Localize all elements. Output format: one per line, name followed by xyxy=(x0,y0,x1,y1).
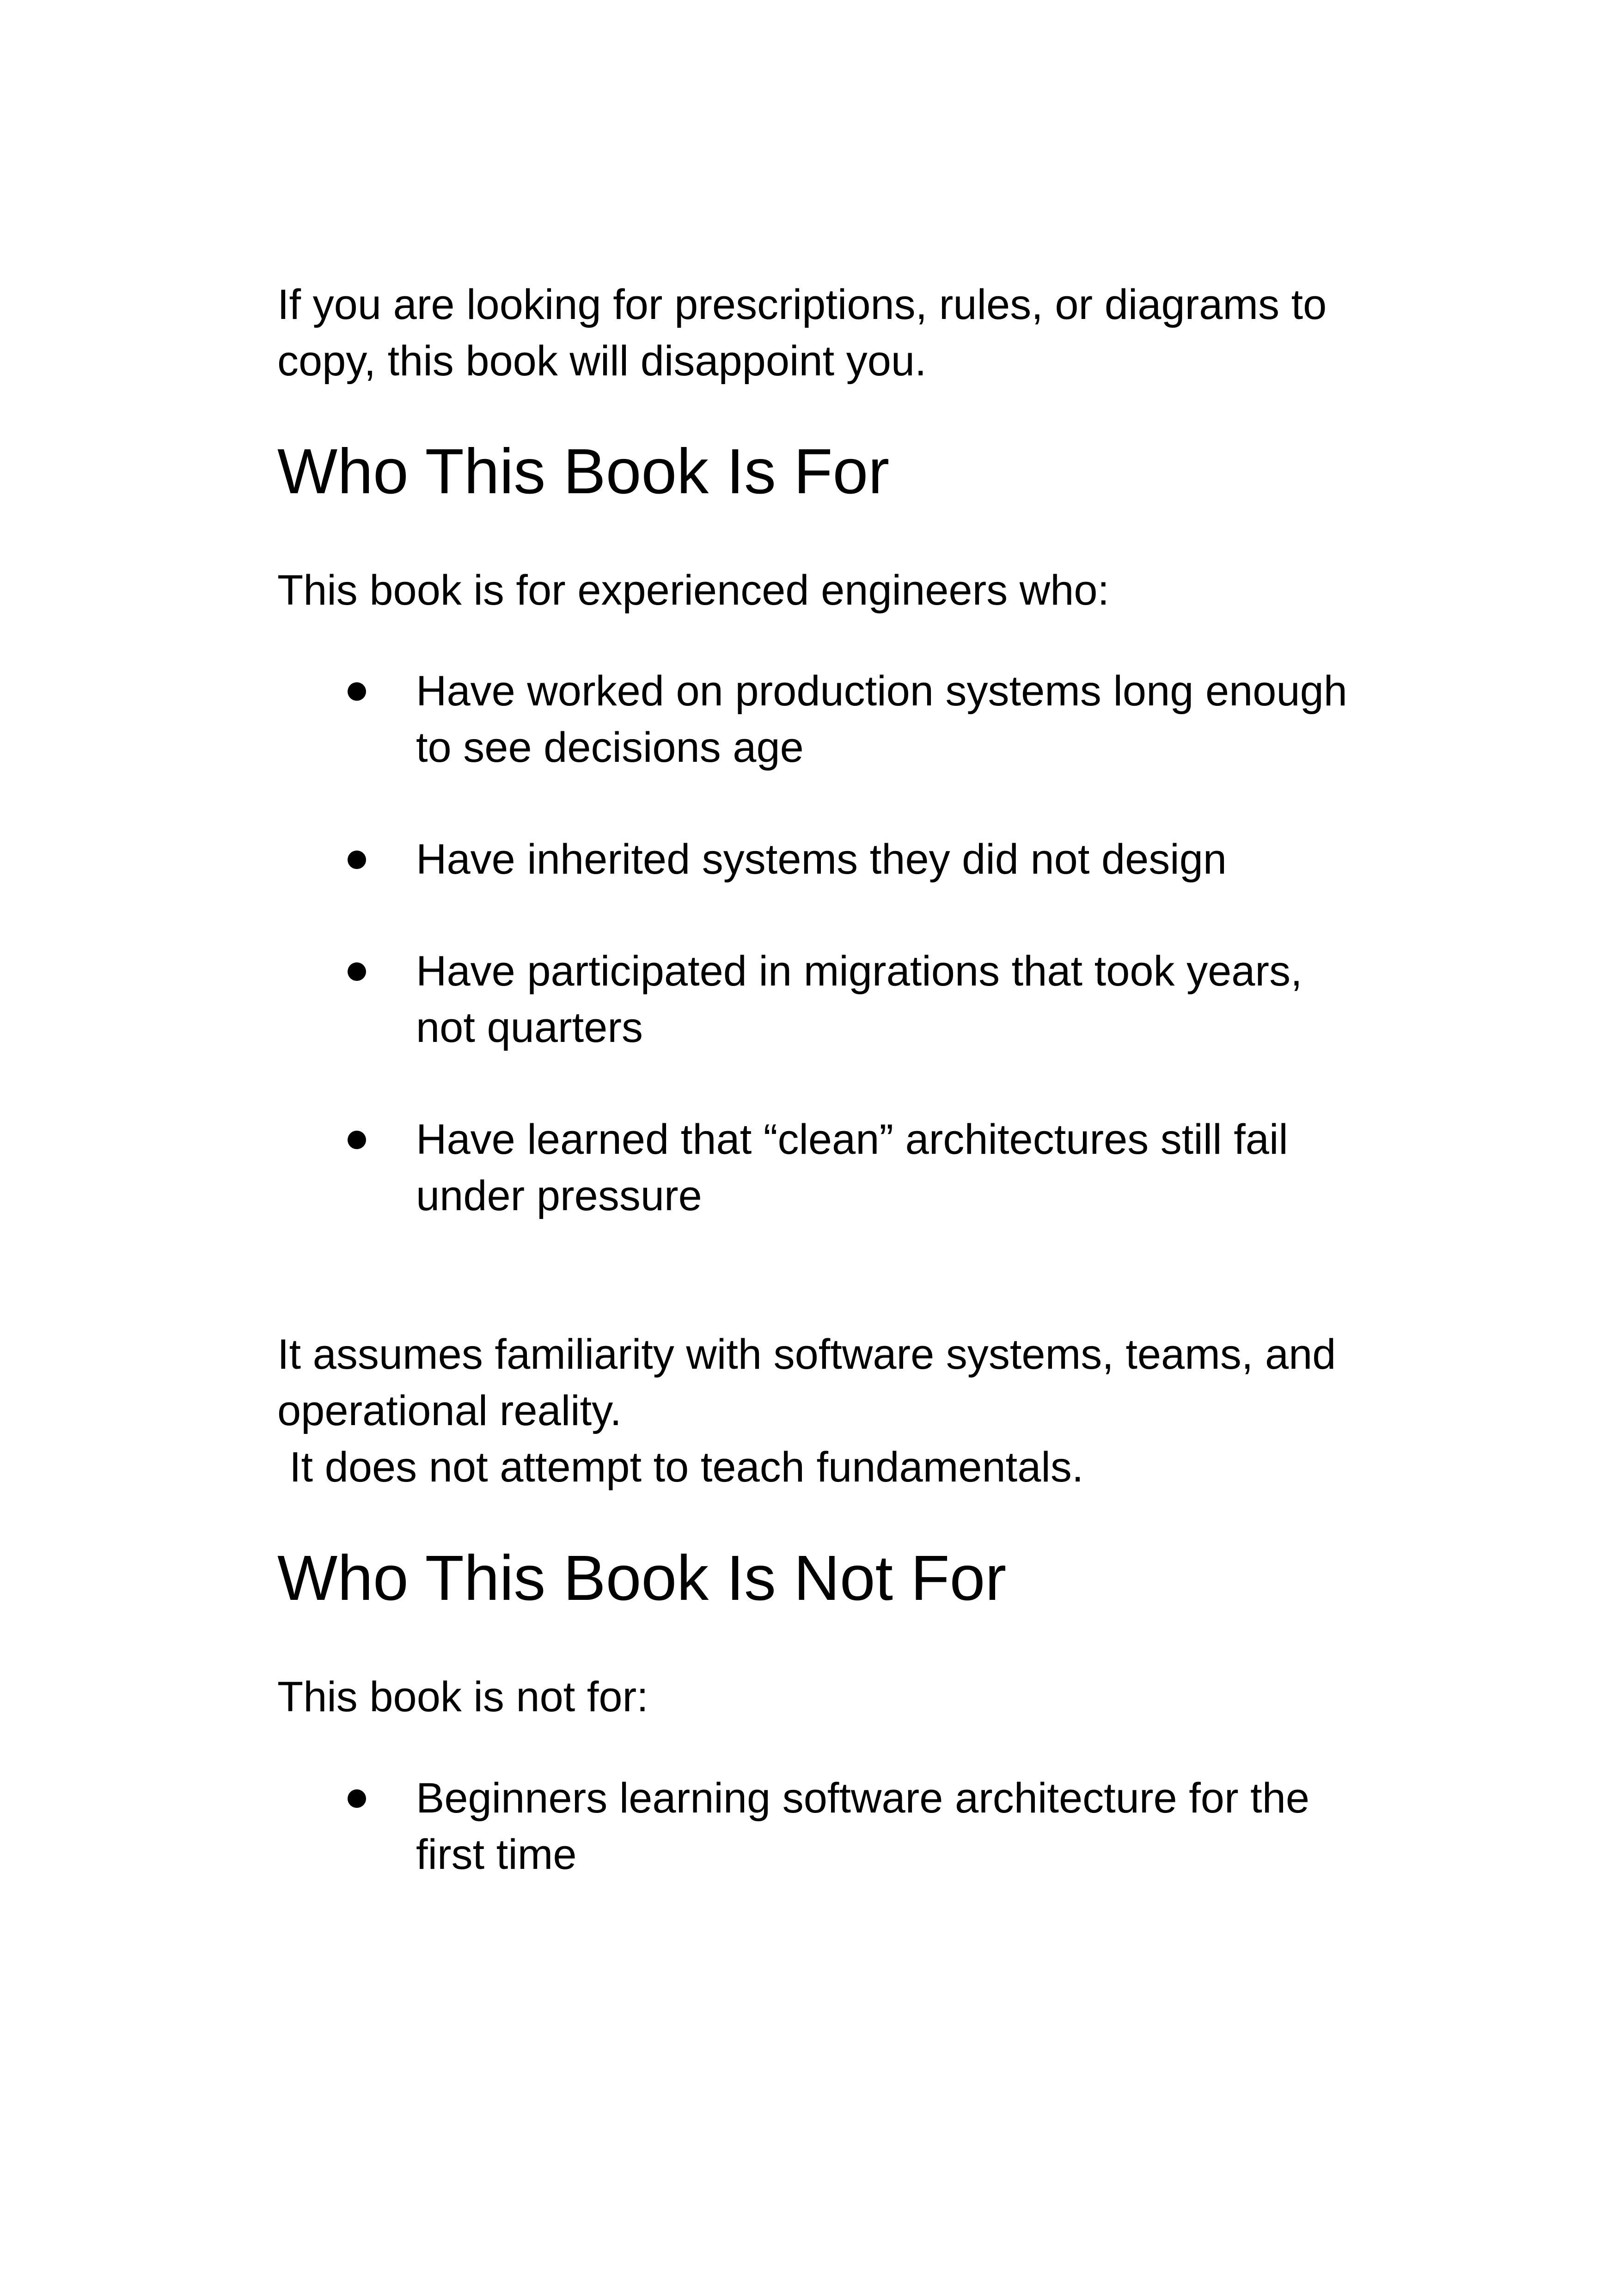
closing-paragraph: It assumes familiarity with software systems, teams, and operational reality. xyxy=(277,1331,1336,1434)
list-item-text: Have worked on production systems long enough to see decisions age xyxy=(416,667,1347,771)
list-item-text: Have inherited systems they did not design xyxy=(416,836,1227,883)
list-item-text: Beginners learning software architecture for the first time xyxy=(416,1775,1310,1878)
bullet-icon xyxy=(348,962,366,981)
bullet-icon xyxy=(348,851,366,869)
list-item-text: Have learned that “clean” architectures still fail under pressure xyxy=(416,1116,1288,1219)
section-heading-for: Who This Book Is For xyxy=(277,436,890,507)
bullet-icon xyxy=(348,1789,366,1808)
section-not-for-lead: This book is not for: xyxy=(277,1673,648,1720)
list-item-text: Have participated in migrations that took years, not quarters xyxy=(416,948,1302,1051)
bullet-icon xyxy=(348,1131,366,1149)
section-heading-not-for: Who This Book Is Not For xyxy=(277,1543,1007,1614)
closing-paragraph-line-2: It does not attempt to teach fundamentals. xyxy=(289,1444,1084,1491)
intro-paragraph: If you are looking for prescriptions, rules, or diagrams to copy, this book will disappoint you. xyxy=(277,281,1327,385)
section-for-lead: This book is for experienced engineers who: xyxy=(277,567,1110,614)
bullet-icon xyxy=(348,682,366,701)
